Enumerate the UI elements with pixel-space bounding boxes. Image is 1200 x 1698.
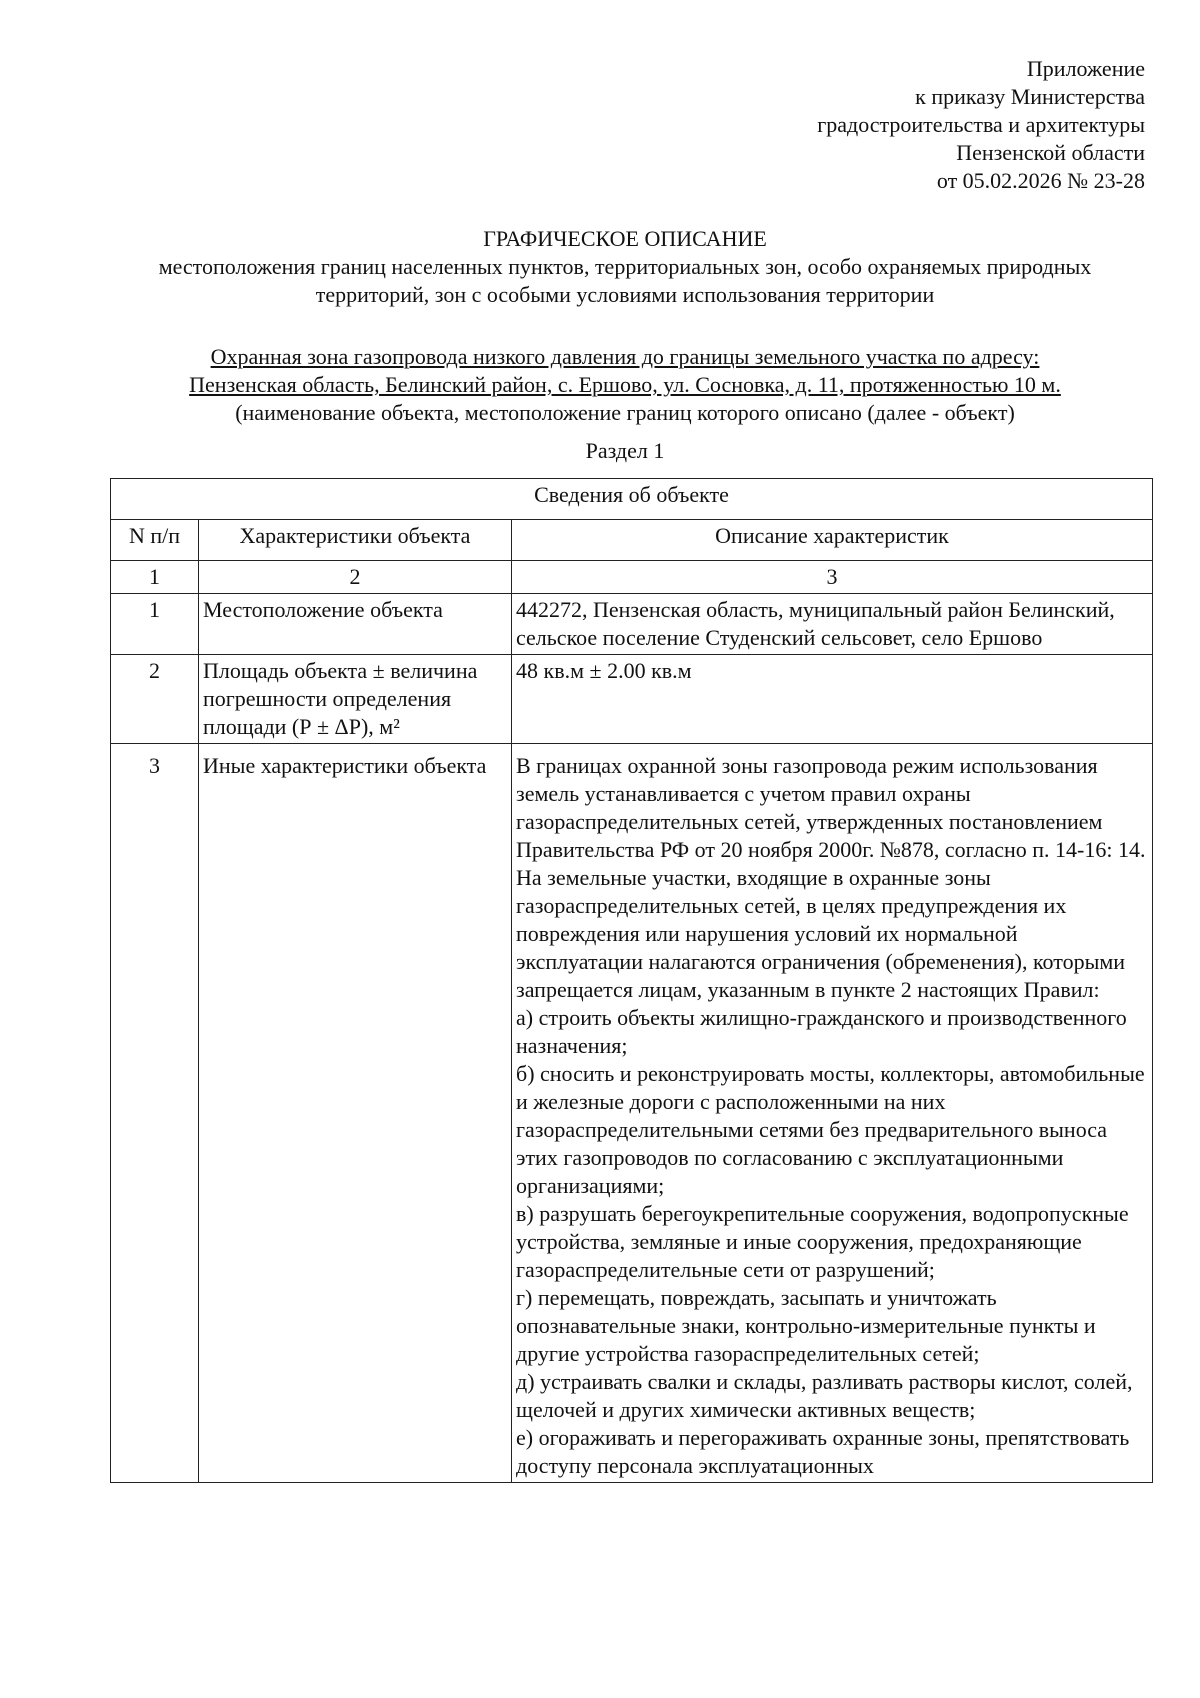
row-characteristic: Местоположение объекта [199,594,512,655]
appendix-line: к приказу Министерства [915,84,1145,109]
header-num: N п/п [111,520,199,561]
header-characteristic: Характеристики объекта [199,520,512,561]
column-number: 1 [111,561,199,594]
column-number: 3 [512,561,1153,594]
row-num: 2 [111,655,199,744]
appendix-block [625,55,1145,195]
appendix-line: Пензенской области [956,140,1145,165]
description-paragraph: В границах охранной зоны газопровода режим использования земель устанавливается с учетом правил охраны газораспределительных сетей, утвержденных постановлением Правительства РФ от 20 ноября 2000г. №878, согласно п. 14-16: 14. На земельные участки, входящие в охранные зоны газораспределительных сетей, в целях предупреждения их повреждения или нарушения условий их нормальной эксплуатации налагаются ограничения (обременения), которыми запрещается лицам, указанным в пункте 2 настоящих Правил: [516,753,1146,1002]
table-caption-row [111,479,1153,520]
row-characteristic: Площадь объекта ± величина погрешности определения площади (Р ± ΔР), м² [199,655,512,744]
object-name-block [100,343,1150,427]
description-item-f: е) огораживать и перегораживать охранные зоны, препятствовать доступу персонала эксплуатационных [516,1425,1130,1478]
description-item-c: в) разрушать берегоукрепительные сооружения, водопропускные устройства, земляные и иные сооружения, предохраняющие газораспределительные сети от разрушений; [516,1201,1129,1282]
description-item-b: б) сносить и реконструировать мосты, коллекторы, автомобильные и железные дороги с расположенными на них газораспределительными сетями без предварительного выноса этих газопроводов по согласованию с эксплуатационными организациями; [516,1061,1145,1198]
row-description: 48 кв.м ± 2.00 кв.м [512,655,1153,744]
object-info-table [110,478,1153,1483]
row-description: 442272, Пензенская область, муниципальный район Белинский, сельское поселение Студенский сельсовет, село Ершово [512,594,1153,655]
title-subline: местоположения границ населенных пунктов, территориальных зон, особо охраняемых природных [158,254,1092,279]
table-column-numbers-row [111,561,1153,594]
object-name-line: Пензенская область, Белинский район, с. Ершово, ул. Сосновка, д. 11, протяженностью 10 м. [189,372,1061,397]
column-number: 2 [199,561,512,594]
description-item-e: д) устраивать свалки и склады, разливать растворы кислот, солей, щелочей и других химически активных веществ; [516,1369,1133,1422]
row-characteristic: Иные характеристики объекта [199,744,512,1483]
row-num: 3 [111,744,199,1483]
title-subline: территорий, зон с особыми условиями использования территории [315,282,935,307]
table-header-row [111,520,1153,561]
description-item-a: а) строить объекты жилищно-гражданского и производственного назначения; [516,1005,1127,1058]
table-row [111,744,1153,1483]
section-label: Раздел 1 [585,438,665,463]
document-title [100,225,1150,309]
row-num: 1 [111,594,199,655]
title-heading: ГРАФИЧЕСКОЕ ОПИСАНИЕ [483,226,767,251]
row-description [512,744,1153,1483]
description-item-d: г) перемещать, повреждать, засыпать и уничтожать опознавательные знаки, контрольно-измерительные пункты и другие устройства газораспределительных сетей; [516,1285,1096,1366]
header-description: Описание характеристик [512,520,1153,561]
object-name-caption: (наименование объекта, местоположение границ которого описано (далее - объект) [235,400,1015,425]
appendix-order-date: от 05.02.2026 № 23-28 [936,168,1145,193]
appendix-line: Приложение [1026,56,1145,81]
table-row [111,594,1153,655]
table-row [111,655,1153,744]
table-caption: Сведения об объекте [111,479,1153,520]
appendix-line: градостроительства и архитектуры [817,112,1145,137]
object-name-line: Охранная зона газопровода низкого давления до границы земельного участка по адресу: [210,344,1040,369]
